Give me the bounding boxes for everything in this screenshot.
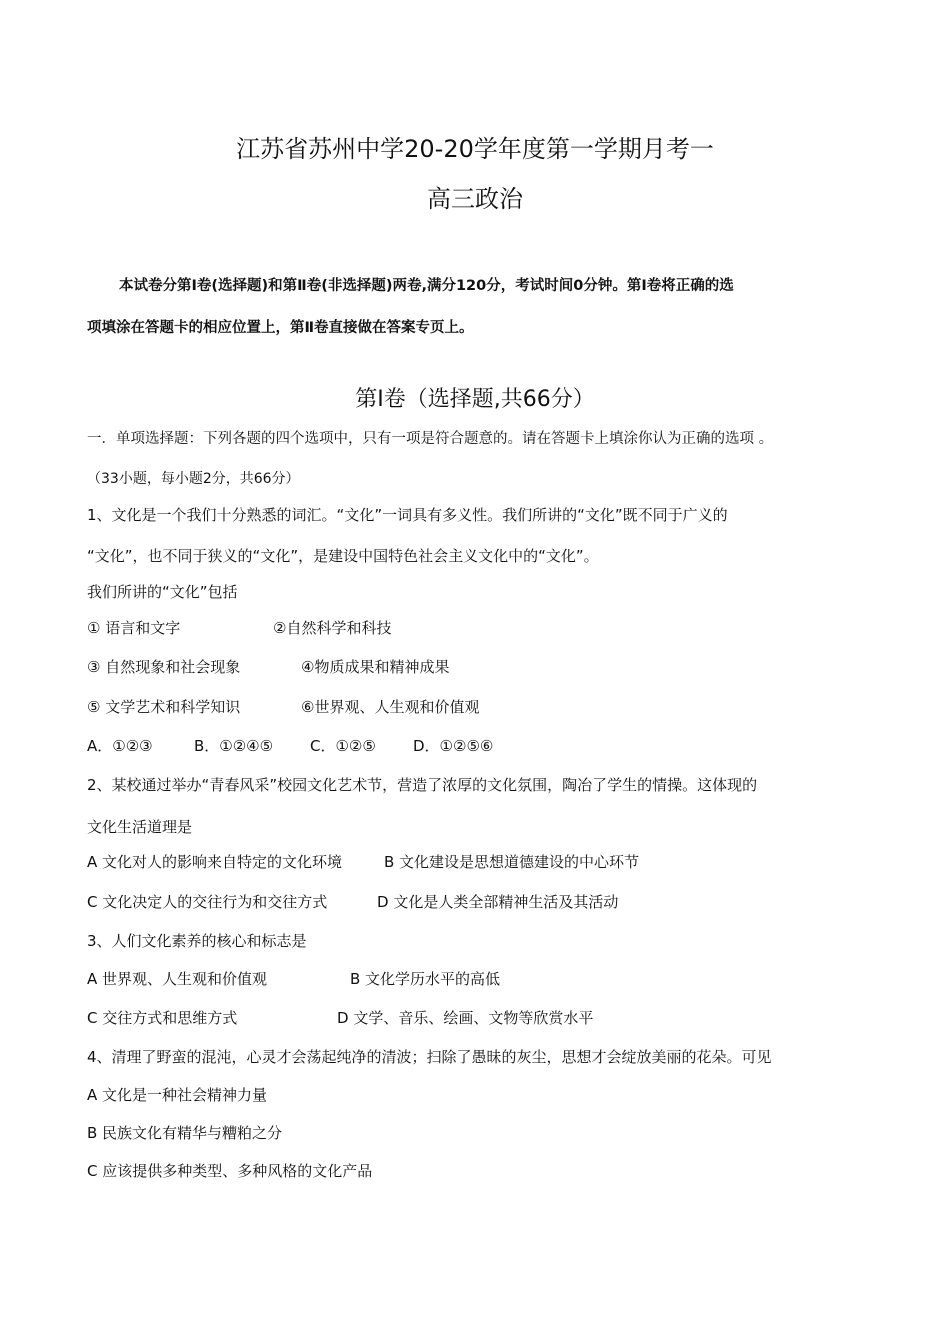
q1-choice-d: D．①②⑤⑥: [413, 737, 494, 755]
intro-line-1: 本试卷分第Ⅰ卷(选择题)和第Ⅱ卷(非选择题)两卷,满分120分，考试时间0分钟。第Ⅰ卷将正确的选: [119, 278, 734, 294]
q1-item: ⑤ 文学艺术和科学知识: [87, 698, 241, 716]
q1-item: ④物质成果和精神成果: [301, 658, 450, 676]
q4-option-a: A 文化是一种社会精神力量: [87, 1086, 268, 1104]
q3-option-a: A 世界观、人生观和价值观: [87, 970, 268, 988]
q1-choice-c: C．①②⑤: [310, 737, 376, 755]
section-title: 第Ⅰ卷（选择题,共66分）: [355, 387, 595, 412]
q3-option-c: C 交往方式和思维方式: [87, 1009, 238, 1027]
q1-choice-a: A．①②③: [87, 737, 153, 755]
q1-choices-row: [87, 736, 494, 756]
q1-item-row: [87, 618, 392, 638]
instructions-line-1: 一．单项选择题：下列各题的四个选项中，只有一项是符合题意的。请在答题卡上填涂你认为正确的选项 。: [87, 431, 774, 447]
q2-options-row-2: [87, 892, 619, 912]
q1-choice-b: B．①②④⑤: [194, 737, 274, 755]
q2-options-row-1: [87, 852, 640, 872]
q4-option-c: C 应该提供多种类型、多种风格的文化产品: [87, 1162, 373, 1180]
q3-option-d: D 文学、音乐、绘画、文物等欣赏水平: [337, 1009, 594, 1027]
q2-stem-line-1: 2、某校通过举办“青春风采”校园文化艺术节，营造了浓厚的文化氛围，陶冶了学生的情操。这体现的: [87, 776, 758, 794]
q1-stem-line-3: 我们所讲的“文化”包括: [87, 583, 238, 601]
q1-item: ⑥世界观、人生观和价值观: [301, 698, 480, 716]
page-subtitle: 高三政治: [427, 185, 523, 213]
q3-stem: 3、人们文化素养的核心和标志是: [87, 932, 307, 950]
q3-options-row-2: [87, 1008, 594, 1028]
q1-item-row: [87, 657, 450, 677]
q1-stem-line-2: “文化”，也不同于狭义的“文化”，是建设中国特色社会主义文化中的“文化”。: [87, 547, 599, 565]
q2-option-a: A 文化对人的影响来自特定的文化环境: [87, 853, 343, 871]
q4-stem: 4、清理了野蛮的混沌，心灵才会荡起纯净的清波；扫除了愚昧的灰尘，思想才会绽放美丽的花朵。可见: [87, 1048, 772, 1066]
q2-option-d: D 文化是人类全部精神生活及其活动: [377, 893, 619, 911]
page-title: 江苏省苏州中学20-20学年度第一学期月考一: [236, 135, 714, 163]
q4-option-b: B 民族文化有精华与糟粕之分: [87, 1124, 283, 1142]
q2-option-b: B 文化建设是思想道德建设的中心环节: [384, 853, 640, 871]
instructions-line-2: （33小题，每小题2分，共66分）: [87, 471, 300, 487]
q1-item-row: [87, 697, 480, 717]
q1-item: ① 语言和文字: [87, 619, 181, 637]
q2-stem-line-2: 文化生活道理是: [87, 818, 193, 836]
q2-option-c: C 文化决定人的交往行为和交往方式: [87, 893, 328, 911]
q1-stem-line-1: 1、文化是一个我们十分熟悉的词汇。“文化”一词具有多义性。我们所讲的“文化”既不同于广义的: [87, 506, 728, 524]
q3-option-b: B 文化学历水平的高低: [350, 970, 501, 988]
q3-options-row-1: [87, 969, 501, 989]
intro-line-2: 项填涂在答题卡的相应位置上，第Ⅱ卷直接做在答案专页上。: [87, 320, 474, 336]
q1-item: ②自然科学和科技: [273, 619, 392, 637]
q1-item: ③ 自然现象和社会现象: [87, 658, 241, 676]
